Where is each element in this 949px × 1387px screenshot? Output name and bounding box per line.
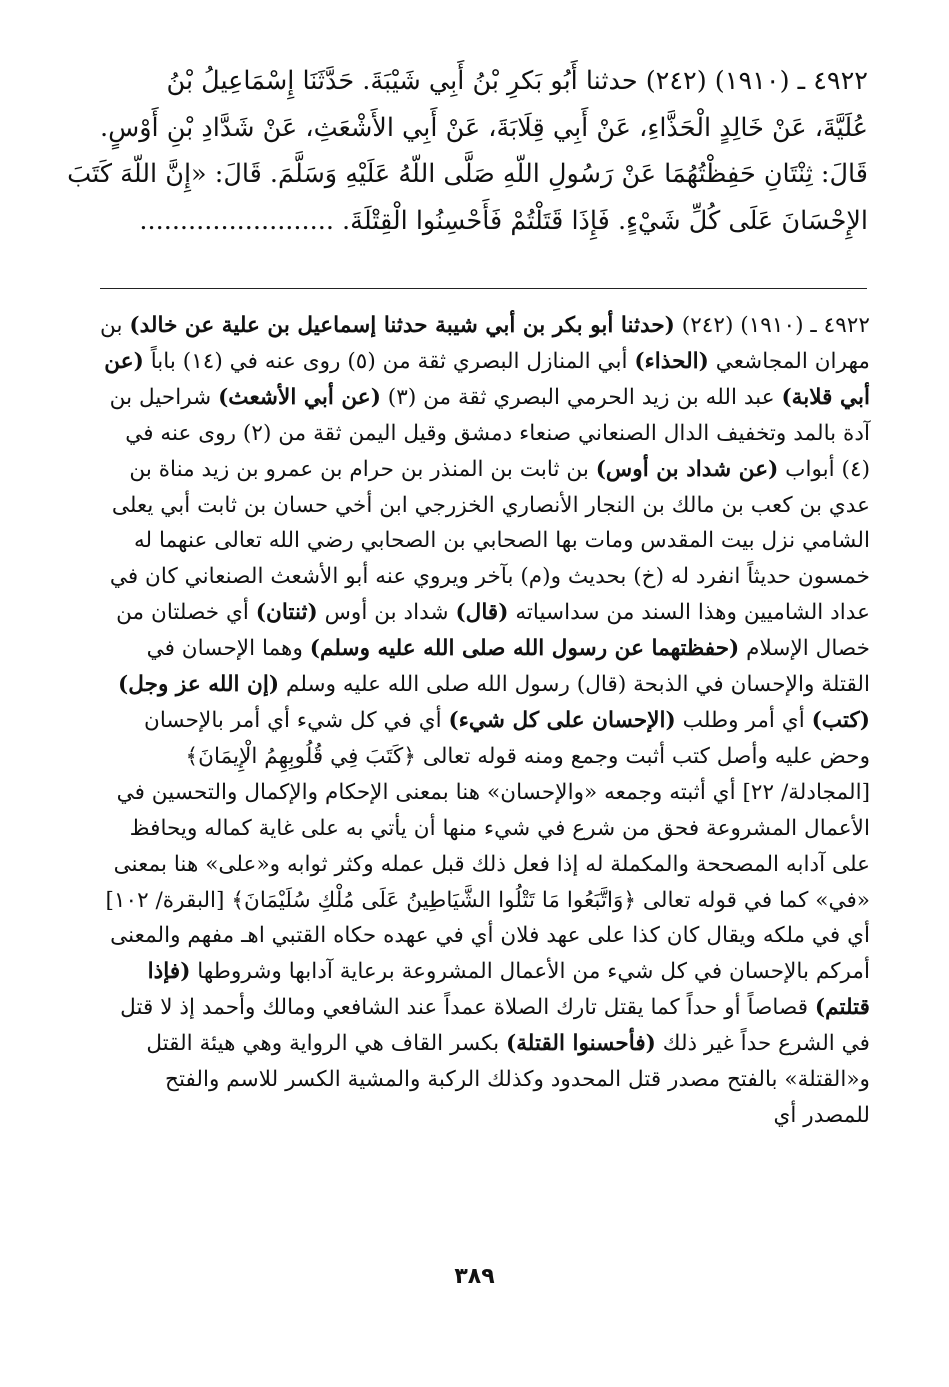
bold-phrase: (حفظتهما عن رسول الله صلى الله عليه وسلم)	[309, 636, 740, 662]
bold-phrase: (الإحسان على كل شيء)	[448, 707, 676, 733]
bold-phrase: (ثنتان)	[255, 600, 318, 626]
page-number: ٣٨٩	[454, 1264, 495, 1289]
bold-phrase: (فأحسنوا القتلة)	[506, 1031, 656, 1057]
footnote-divider	[100, 288, 867, 289]
bold-phrase: (الحذاء)	[634, 348, 709, 374]
bold-phrase: (كتب)	[811, 707, 870, 733]
hadith-line: قَالَ: ثِنْتَانِ حَفِظْتُهُمَا عَنْ رَسُولِ اللّهِ صَلَّى اللّهُ عَلَيْهِ وَسَلَّمَ. قَالَ: «إِنَّ اللّهَ كَتَبَ	[67, 159, 868, 189]
hadith-text	[67, 58, 868, 244]
commentary-paragraph: ٤٩٢٢ ـ (١٩١٠) (٢٤٢) (حدثنا أبو بكر بن أبي شيبة حدثنا إسماعيل بن علية عن خالد) بن مهران المجاشعي (الحذاء) أبي المنازل البصري ثقة من (٥) روى عنه في (١٤) باباً (عن أبي قلابة) عبد الله بن زيد الحرمي البصري ثقة من (٣) (عن أبي الأشعث) شراحيل بن آدة بالمد وتخفيف الدال الصنعاني صنعاء دمشق وقيل اليمن ثقة من (٢) روى عنه في (٤) أبواب (عن شداد بن أوس) بن ثابت بن المنذر بن حرام بن عمرو بن زيد مناة بن عدي بن كعب بن مالك بن النجار الأنصاري الخزرجي ابن أخي حسان بن ثابت أبي يعلى الشامي نزل بيت المقدس ومات بها الصحابي بن الصحابي رضي الله تعالى عنهما له خمسون حديثاً انفرد له (خ) بحديث و(م) بآخر ويروي عنه أبو الأشعث الصنعاني كان في عداد الشاميين وهذا السند من سداسياته (قال) شداد بن أوس (ثنتان) أي خصلتان من خصال الإسلام (حفظتهما عن رسول الله صلى الله عليه وسلم) وهما الإحسان في القتلة والإحسان في الذبحة (قال) رسول الله صلى الله عليه وسلم (إن الله عز وجل) (كتب) أي أمر وطلب (الإحسان على كل شيء) أي في كل شيء أي أمر بالإحسان وحض عليه وأصل كتب أثبت وجمع ومنه قوله تعالى ﴿كَتَبَ فِي قُلُوبِهِمُ الْإِيمَانَ﴾ [المجادلة/ ٢٢] أي أثبته وجمعه «والإحسان» هنا بمعنى الإحكام والإكمال والتحسين في الأعمال المشروعة فحق من شرع في شيء منها أن يأتي به على غاية كماله ويحافظ على آدابه المصححة والمكملة له إذا فعل ذلك قبل عمله وكثر ثوابه و«على» هنا بمعنى «في» كما في قوله تعالى ﴿وَاتَّبَعُوا مَا تَتْلُوا الشَّيَاطِينُ عَلَى مُلْكِ سُلَيْمَانَ﴾ [البقرة/ ١٠٢] أي في ملكه ويقال كان كذا على عهد فلان أي في عهده حكاه القتبي اهـ مفهم والمعنى أمركم بالإحسان في كل شيء من الأعمال المشروعة برعاية آدابها وشروطها (فإذا قتلتم) قصاصاً أو حداً كما يقتل تارك الصلاة عمداً عند الشافعي ومالك وأحمد إذ لا قتل في الشرع حداً غير ذلك (فأحسنوا القتلة) بكسر القاف هي الرواية وهي هيئة القتل و«القتلة» بالفتح مصدر قتل المحدود وكذلك الركبة والمشية الكسر للاسم والفتح للمصدر أي	[100, 313, 870, 1128]
bold-phrase: (عن أبي الأشعث)	[218, 384, 381, 410]
bold-phrase: (قال)	[455, 600, 509, 626]
bold-phrase: (حدثنا أبو بكر بن أبي شيبة حدثنا إسماعيل بن علية عن خالد)	[129, 313, 675, 338]
bold-phrase: (عن أبي قلابة)	[104, 348, 870, 410]
bold-phrase: (إن الله عز وجل)	[118, 672, 280, 698]
commentary	[98, 308, 870, 1134]
bold-phrase: (فإذا قتلتم)	[147, 959, 870, 1021]
hadith-line: ٤٩٢٢ ـ (١٩١٠) (٢٤٢) حدثنا أَبُو بَكرِ بْنُ أَبِي شَيْبَةَ. حَدَّثَنَا إِسْمَاعِيلُ بْنُ	[166, 66, 868, 96]
hadith-line: الإِحْسَانَ عَلَى كُلِّ شَيْءٍ. فَإِذَا قَتَلْتُمْ فَأَحْسِنُوا الْقِتْلَةَ. ........................	[139, 205, 868, 236]
hadith-line: عُلَيَّةَ، عَنْ خَالِدٍ الْحَذَّاءِ، عَنْ أَبِي قِلَابَةَ، عَنْ أَبِي الأَشْعَثِ، عَنْ شَدَّادِ بْنِ أَوْسٍ.	[99, 112, 868, 143]
bold-phrase: (عن شداد بن أوس)	[595, 456, 779, 482]
